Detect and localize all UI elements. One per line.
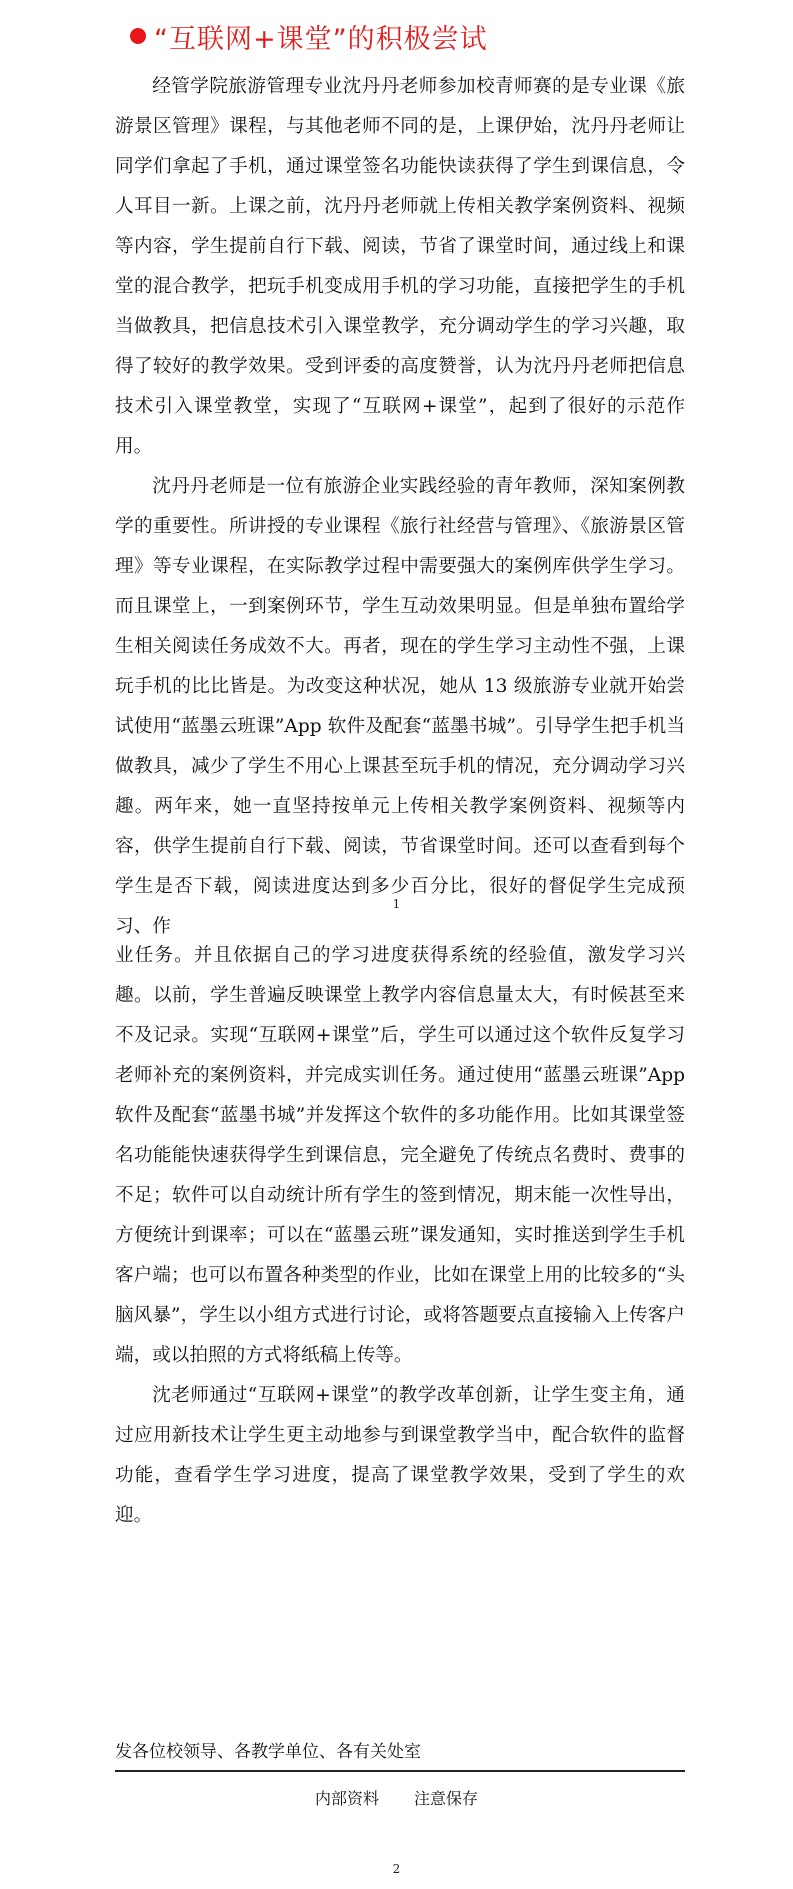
page-number-2: 2 — [392, 1862, 401, 1876]
paragraph-1: 经管学院旅游管理专业沈丹丹老师参加校青师赛的是专业课《旅游景区管理》课程，与其他老师不同的是，上课伊始，沈丹丹老师让同学们拿起了手机，通过课堂签名功能快读获得了学生到课信息，令人耳目一新。上课之前，沈丹丹老师就上传相关教学案例资料、视频等内容，学生提前自行下载、阅读，节省了课堂时间，通过线上和课堂的混合教学，把玩手机变成用手机的学习功能，直接把学生的手机当做教具，把信息技术引入课堂教学，充分调动学生的学习兴趣，取得了较好的教学效果。受到评委的高度赞誉，认为沈丹丹老师把信息技术引入课堂教堂，实现了“互联网+课堂”，起到了很好的示范作用。 — [115, 76, 685, 457]
page-1-body — [115, 67, 685, 947]
article-heading — [130, 14, 488, 58]
page-number-1: 1 — [392, 897, 401, 911]
heading-text: “互联网+课堂”的积极尝试 — [154, 23, 488, 55]
paragraph-3: 沈老师通过“互联网+课堂”的教学改革创新，让学生变主角，通过应用新技术让学生更主动地参与到课堂教学当中，配合软件的监督功能，查看学生学习进度，提高了课堂教学效果，受到了学生的欢迎。 — [115, 1385, 685, 1526]
page-1 — [0, 0, 793, 937]
paragraph-continuation: 业任务。并且依据自己的学习进度获得系统的经验值，激发学习兴趣。以前，学生普遍反映课堂上教学内容信息量太大，有时候甚至来不及记录。实现“互联网+课堂”后，学生可以通过这个软件反复学习老师补充的案例资料，并完成实训任务。通过使用“蓝墨云班课”App 软件及配套“蓝墨书城”并发挥这个软件的多功能作用。比如其课堂签名功能能快速获得学生到课信息，完全避免了传统点名费时、费事的不足；软件可以自动统计所有学生的签到情况，期末能一次性导出，方便统计到课率；可以在“蓝墨云班”课发通知，实时推送到学生手机客户端；也可以布置各种类型的作业，比如在课堂上用的比较多的“头脑风暴”，学生以小组方式进行讨论，或将答题要点直接输入上传客户端，或以拍照的方式将纸稿上传等。 — [115, 945, 685, 1366]
footer-note — [0, 1786, 793, 1809]
distribution-line: 发各位校领导、各教学单位、各有关处室 — [115, 1742, 421, 1762]
internal-material-label: 内部资料 — [314, 1789, 379, 1808]
page-2-body — [115, 936, 685, 1536]
footer-divider — [115, 1770, 685, 1772]
page-2 — [0, 930, 793, 1889]
keep-safe-label: 注意保存 — [414, 1789, 479, 1808]
paragraph-2: 沈丹丹老师是一位有旅游企业实践经验的青年教师，深知案例教学的重要性。所讲授的专业课程《旅行社经营与管理》、《旅游景区管理》等专业课程，在实际教学过程中需要强大的案例库供学生学习。而且课堂上，一到案例环节，学生互动效果明显。但是单独布置给学生相关阅读任务成效不大。再者，现在的学生学习主动性不强，上课玩手机的比比皆是。为改变这种状况，她从 13 级旅游专业就开始尝试使用“蓝墨云班课”App 软件及配套“蓝墨书城”。引导学生把手机当做教具，减少了学生不用心上课甚至玩手机的情况，充分调动学习兴趣。两年来，她一直坚持按单元上传相关教学案例资料、视频等内容，供学生提前自行下载、阅读，节省课堂时间。还可以查看到每个学生是否下载，阅读进度达到多少百分比，很好的督促学生完成预习、作 — [115, 476, 685, 937]
red-bullet-icon — [130, 28, 146, 44]
